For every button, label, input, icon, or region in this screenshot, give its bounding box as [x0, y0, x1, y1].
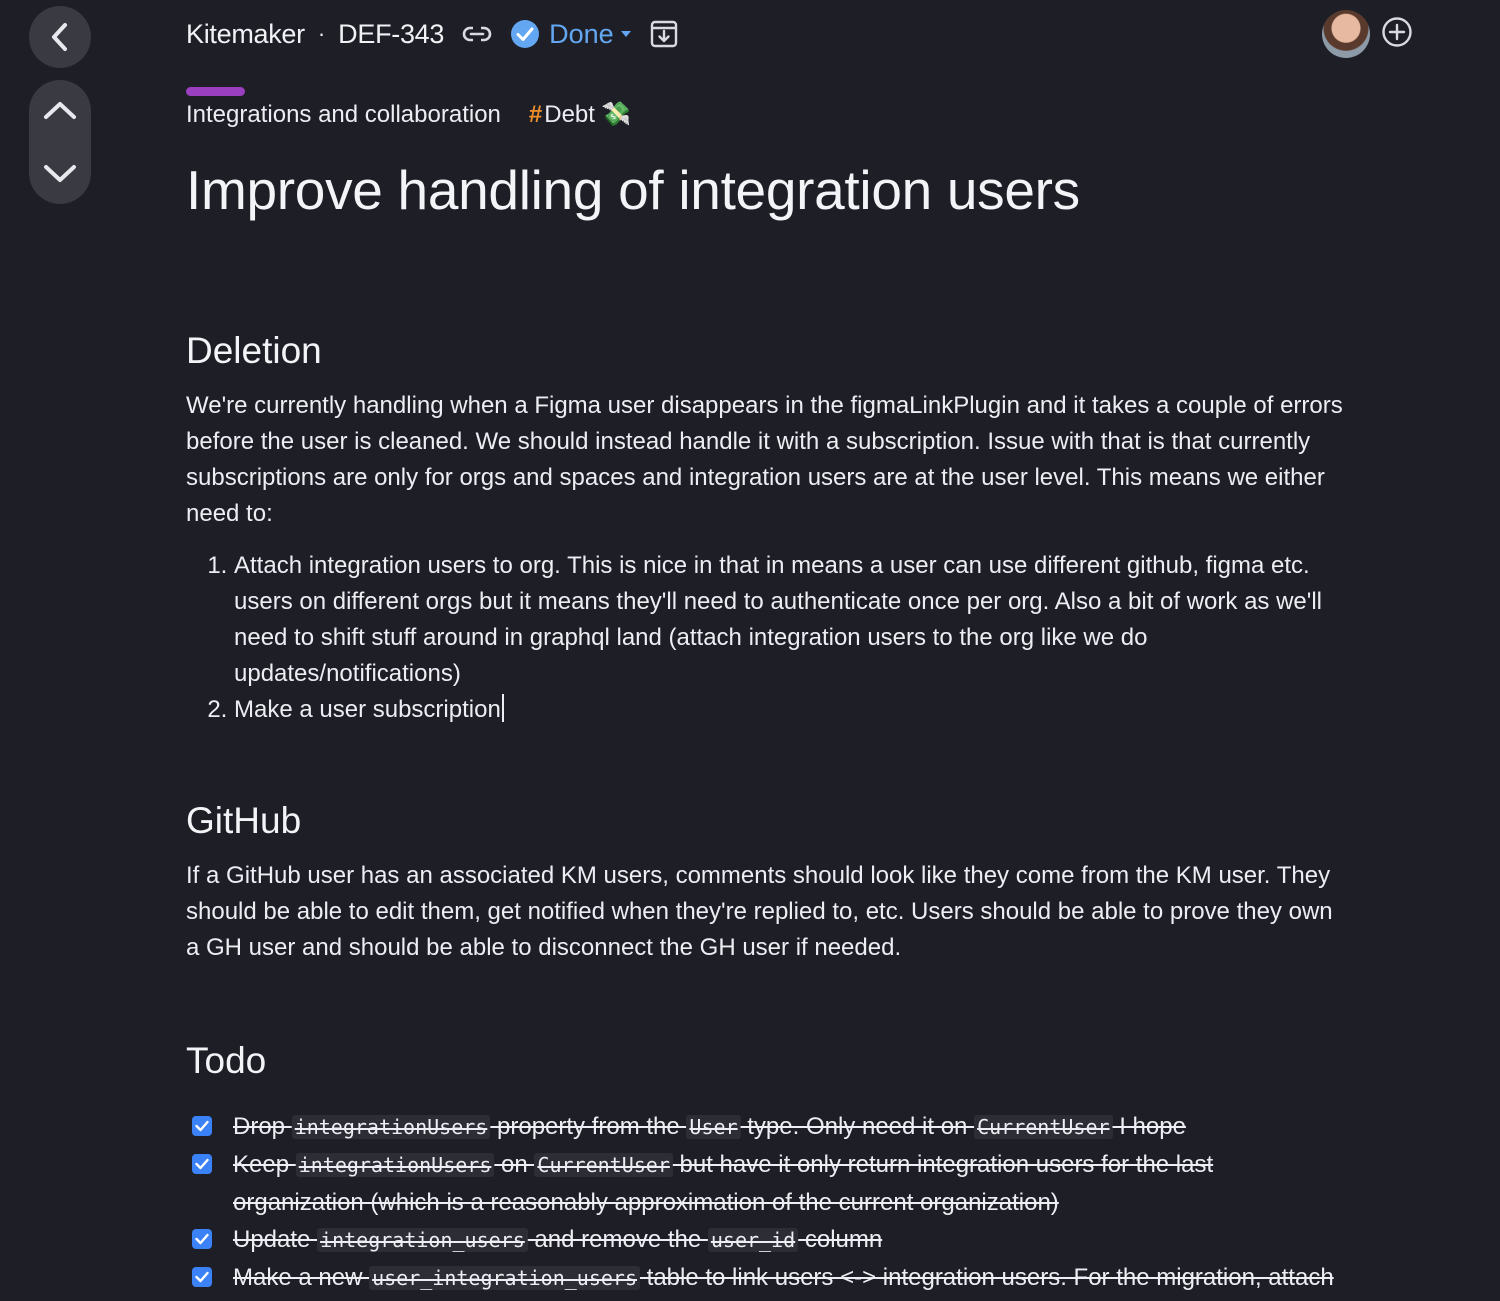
inline-code: user_id: [708, 1228, 798, 1252]
area-label[interactable]: Integrations and collaboration: [186, 100, 501, 128]
hash-icon: #: [528, 100, 543, 128]
deletion-options-list: [186, 548, 1346, 728]
section-heading-github: GitHub: [186, 800, 302, 841]
copy-link-button[interactable]: [462, 24, 492, 44]
todo-text: type. Only need it on: [740, 1113, 975, 1140]
back-button[interactable]: [29, 6, 91, 68]
breadcrumb-separator: ·: [317, 21, 326, 46]
issue-description[interactable]: [186, 330, 1346, 1297]
chevron-left-icon: [48, 21, 72, 53]
todo-text: and remove the: [527, 1226, 708, 1253]
chevron-down-icon: [43, 162, 77, 184]
list-item: [234, 692, 1346, 728]
status-dropdown[interactable]: [510, 19, 632, 50]
todo-text: on: [494, 1151, 535, 1178]
todo-list: [186, 1108, 1346, 1297]
list-item: 1. Attach integration users to org. This is nice in that in means a user can use different github, figma etc. users on different orgs but it means they'll need to authenticate once per org. Also a bit of work as we'll need to shift stuff around in graphql land (attach integration users to the org like we do updates/notifications): [234, 548, 1346, 692]
todo-item: [186, 1146, 1346, 1221]
deletion-paragraph: We're currently handling when a Figma user disappears in the figmaLinkPlugin and it takes a couple of errors before the user is cleaned. We should instead handle it with a subscription. Issue with that is that currently subscriptions are only for orgs and spaces and integration users are at the user level. This means we either need to:: [186, 392, 1343, 527]
todo-checkbox[interactable]: [192, 1267, 212, 1287]
archive-button[interactable]: [650, 20, 678, 48]
inline-code: integrationUsers: [292, 1115, 491, 1139]
issue-labels: [186, 100, 631, 129]
issue-header: [186, 14, 1410, 54]
check-icon: [195, 1233, 209, 1245]
github-paragraph: If a GitHub user has an associated KM users, comments should look like they come from the KM user. They should be able to edit them, get notified when they're replied to, etc. Users should be able to prove they own a GH user and should be able to disconnect the GH user if needed.: [186, 862, 1333, 961]
todo-item: [186, 1108, 1346, 1146]
link-icon: [462, 24, 492, 44]
inline-code: integration_users: [317, 1228, 528, 1252]
status-label: Done: [549, 18, 614, 49]
check-icon: [195, 1158, 209, 1170]
todo-text: but have it only return integration users for the last organization (which is a reasonably approximation of the current organization): [233, 1151, 1214, 1216]
inline-code: CurrentUser: [534, 1153, 672, 1177]
chevron-up-icon: [43, 100, 77, 122]
issue-id: DEF-343: [338, 18, 445, 49]
plus-circle-icon: [1382, 17, 1412, 47]
inline-code: user_integration_users: [369, 1266, 640, 1290]
todo-checkbox[interactable]: [192, 1116, 212, 1136]
todo-checkbox[interactable]: [192, 1229, 212, 1249]
todo-text: Keep: [233, 1151, 296, 1178]
inline-code: User: [686, 1115, 740, 1139]
caret-down-icon: [620, 30, 632, 38]
workspace-name[interactable]: Kitemaker: [186, 18, 305, 49]
section-heading-deletion: Deletion: [186, 330, 322, 371]
inline-code: CurrentUser: [974, 1115, 1112, 1139]
avatar[interactable]: [1322, 10, 1370, 58]
previous-issue-button[interactable]: [29, 80, 91, 142]
check-circle-icon: [510, 19, 540, 49]
todo-text: Make a new: [233, 1264, 370, 1291]
money-wings-icon: 💸: [600, 101, 631, 128]
todo-item: [186, 1221, 1346, 1259]
area-color-bar: [186, 87, 245, 96]
todo-item: [186, 1259, 1346, 1297]
issue-title[interactable]: Improve handling of integration users: [186, 159, 1080, 221]
debt-tag[interactable]: [529, 100, 631, 129]
check-icon: [195, 1120, 209, 1132]
todo-text: Drop: [233, 1113, 292, 1140]
todo-text: Update: [233, 1226, 318, 1253]
tag-label: Debt: [544, 100, 595, 128]
issue-navigation: [29, 80, 91, 204]
next-issue-button[interactable]: [29, 142, 91, 204]
check-icon: [195, 1271, 209, 1283]
todo-text: column: [798, 1226, 883, 1253]
add-member-button[interactable]: [1382, 17, 1412, 52]
header-actions: [1322, 10, 1412, 58]
todo-text: table to link users <-> integration users. For the migration, attach: [639, 1264, 1334, 1291]
todo-checkbox[interactable]: [192, 1154, 212, 1174]
todo-text: property from the: [490, 1113, 687, 1140]
inline-code: integrationUsers: [296, 1153, 495, 1177]
text-cursor: [502, 694, 504, 722]
todo-text: I hope: [1112, 1113, 1186, 1140]
list-item-text: Make a user subscription: [234, 696, 501, 723]
archive-icon: [650, 20, 678, 48]
section-heading-todo: Todo: [186, 1040, 267, 1081]
